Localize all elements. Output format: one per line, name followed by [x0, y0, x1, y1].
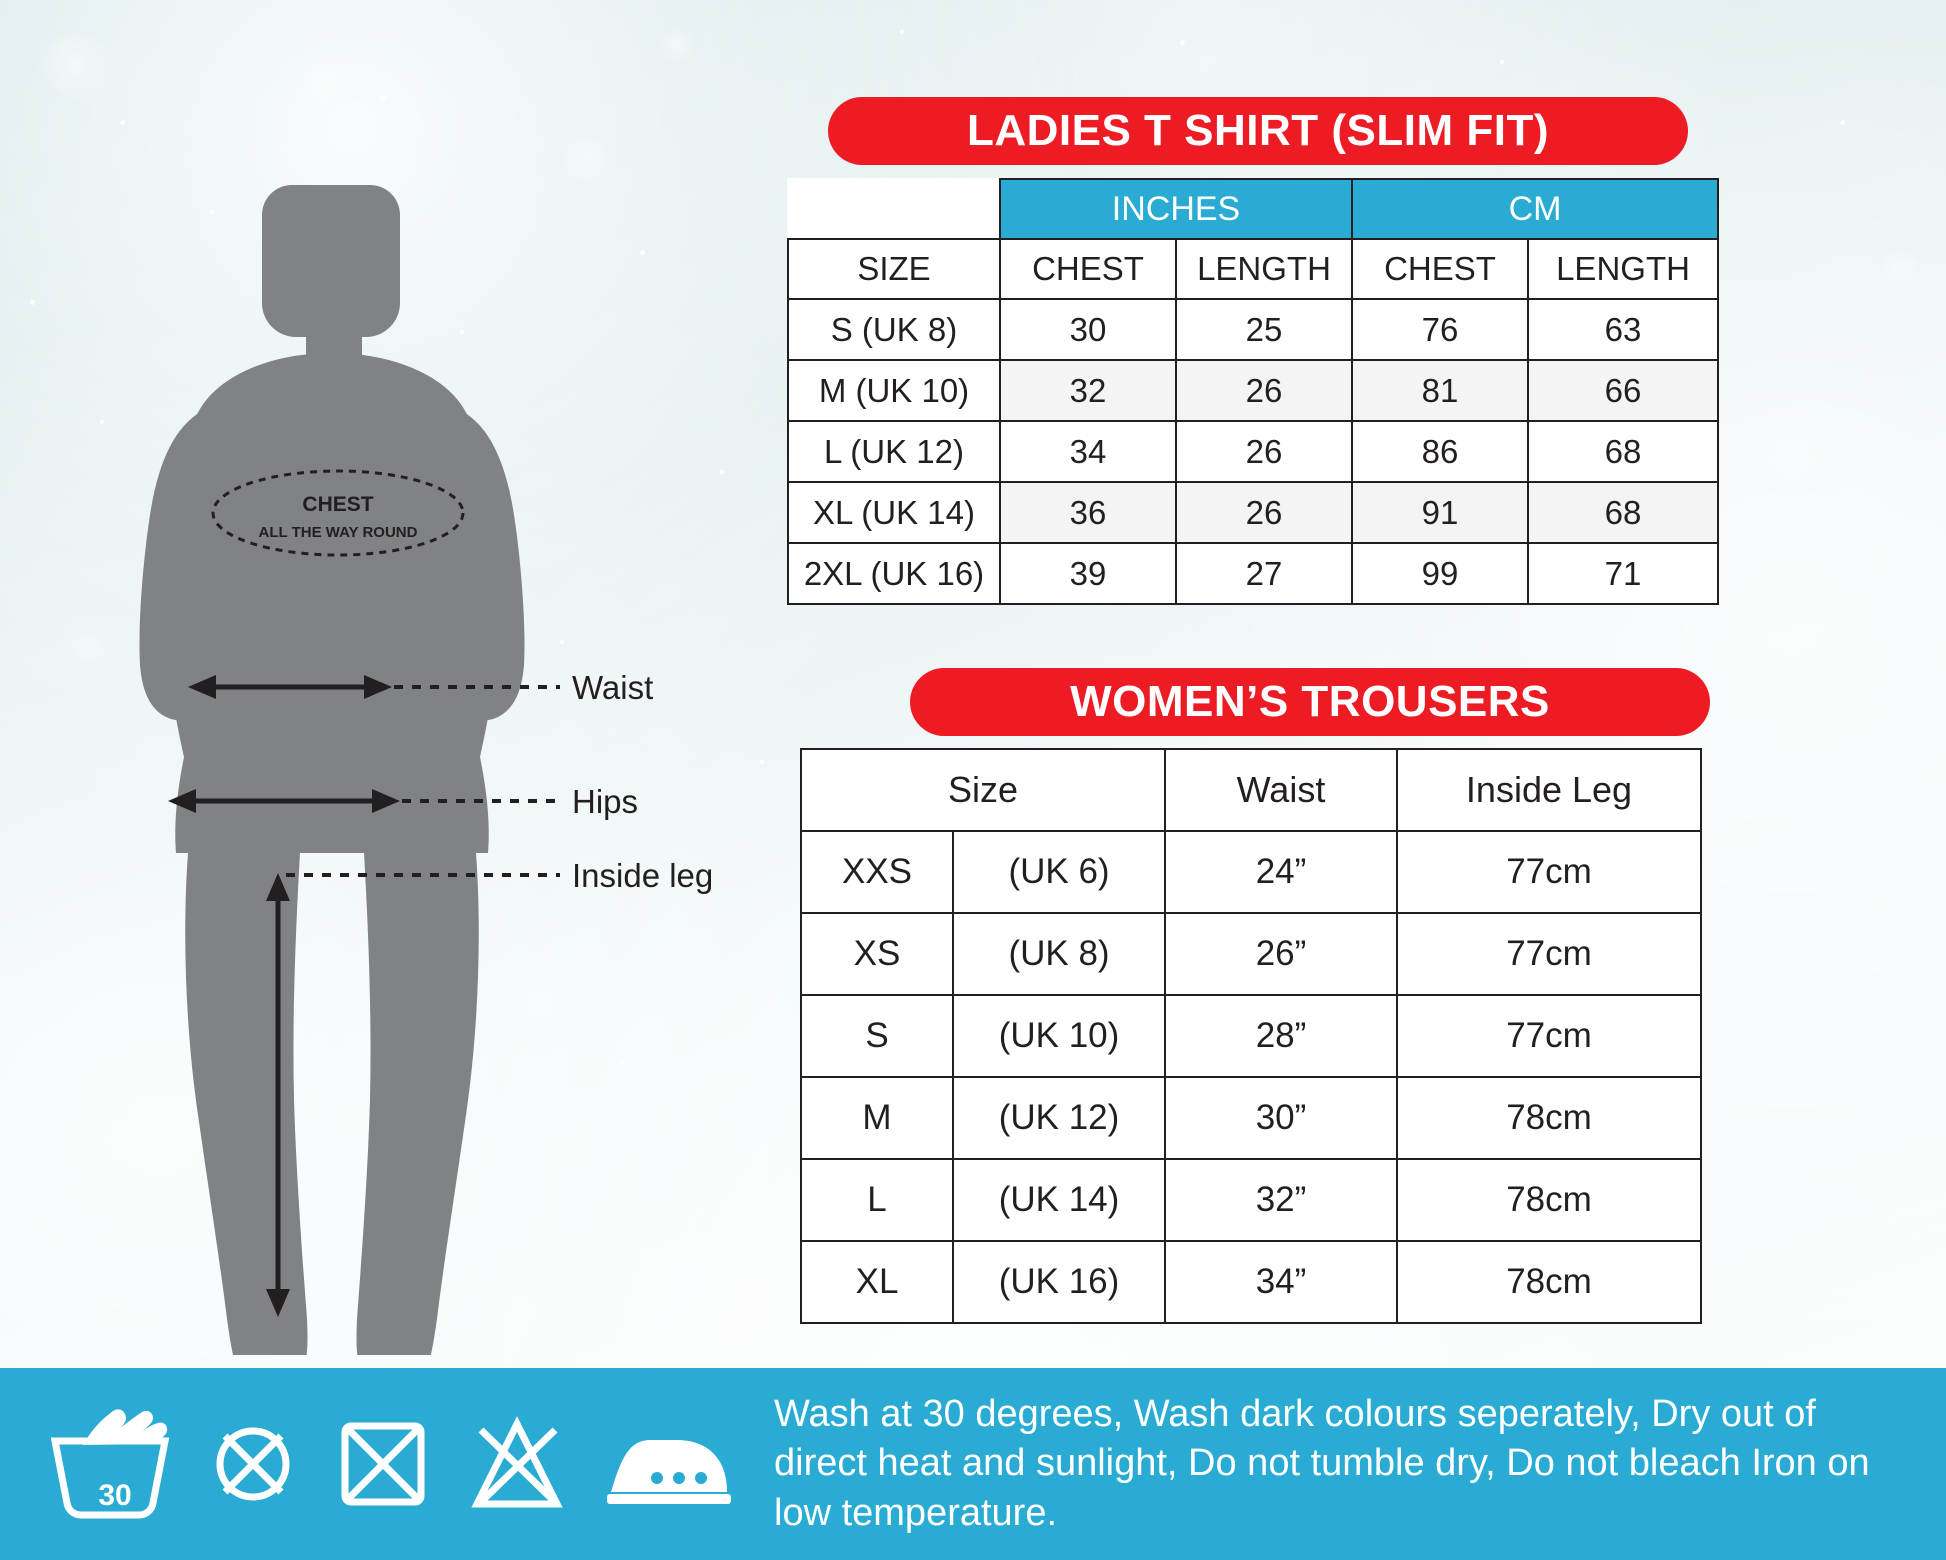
- cell-uk-size: (UK 6): [953, 831, 1165, 913]
- table-row: [801, 1077, 1701, 1159]
- cell-cm-length: 68: [1528, 482, 1718, 543]
- cell-cm-chest: 91: [1352, 482, 1528, 543]
- cell-inside-leg: 77cm: [1397, 831, 1701, 913]
- table-row: [788, 421, 1718, 482]
- cell-size: XS: [801, 913, 953, 995]
- table-row: [788, 360, 1718, 421]
- table-row: [801, 1159, 1701, 1241]
- table-row: [801, 1241, 1701, 1323]
- cell-inch-length: 26: [1176, 360, 1352, 421]
- cell-size: XL: [801, 1241, 953, 1323]
- table-row-units: [788, 179, 1718, 239]
- cell-cm-length: 66: [1528, 360, 1718, 421]
- cell-inside-leg: 77cm: [1397, 995, 1701, 1077]
- care-instructions-text: Wash at 30 degrees, Wash dark colours seperately, Dry out of direct heat and sunlight, Do not tumble dry, Do not bleach Iron on low temperature.: [774, 1392, 1870, 1534]
- table-row: [788, 482, 1718, 543]
- cell-inch-chest: 39: [1000, 543, 1176, 604]
- table-row: [788, 299, 1718, 360]
- cell-cm-length: 71: [1528, 543, 1718, 604]
- cell-uk-size: (UK 8): [953, 913, 1165, 995]
- cell-cm-length: 68: [1528, 421, 1718, 482]
- cell-uk-size: (UK 12): [953, 1077, 1165, 1159]
- cell-inch-length: 25: [1176, 299, 1352, 360]
- cell-uk-size: (UK 16): [953, 1241, 1165, 1323]
- header-cm-length: LENGTH: [1528, 239, 1718, 299]
- cell-waist: 24”: [1165, 831, 1397, 913]
- waist-label: Waist: [572, 669, 654, 706]
- trousers-size-table: [800, 748, 1702, 1324]
- header-inches: INCHES: [1000, 179, 1352, 239]
- tshirt-size-table: [787, 178, 1719, 605]
- cell-uk-size: (UK 10): [953, 995, 1165, 1077]
- cell-waist: 34”: [1165, 1241, 1397, 1323]
- care-instructions-bar: [0, 1368, 1946, 1560]
- cell-size: M (UK 10): [788, 360, 1000, 421]
- do-not-dry-clean-icon: [465, 1412, 569, 1516]
- table-row: [801, 913, 1701, 995]
- cell-inch-chest: 32: [1000, 360, 1176, 421]
- header-cm: CM: [1352, 179, 1718, 239]
- table-row-headers: [801, 749, 1701, 831]
- cell-waist: 26”: [1165, 913, 1397, 995]
- table-corner-cell: [788, 179, 1000, 239]
- do-not-bleach-icon: [205, 1416, 301, 1512]
- header-inch-length: LENGTH: [1176, 239, 1352, 299]
- inside-leg-label: Inside leg: [572, 857, 714, 894]
- cell-inch-length: 27: [1176, 543, 1352, 604]
- cell-size: L (UK 12): [788, 421, 1000, 482]
- tshirt-section-title: LADIES T SHIRT (SLIM FIT): [828, 97, 1688, 165]
- cell-cm-chest: 81: [1352, 360, 1528, 421]
- cell-size: M: [801, 1077, 953, 1159]
- body-measurement-figure: [60, 175, 714, 1320]
- cell-inside-leg: 78cm: [1397, 1077, 1701, 1159]
- header-cm-chest: CHEST: [1352, 239, 1528, 299]
- female-silhouette-icon: [139, 185, 524, 1355]
- cell-inch-chest: 34: [1000, 421, 1176, 482]
- do-not-tumble-dry-icon: [331, 1412, 435, 1516]
- cell-size: L: [801, 1159, 953, 1241]
- chest-label: CHEST: [302, 493, 374, 516]
- cell-waist: 30”: [1165, 1077, 1397, 1159]
- cell-inch-length: 26: [1176, 421, 1352, 482]
- cell-size: XXS: [801, 831, 953, 913]
- header-size: SIZE: [788, 239, 1000, 299]
- table-row-subheaders: [788, 239, 1718, 299]
- table-row: [801, 831, 1701, 913]
- cell-inch-length: 26: [1176, 482, 1352, 543]
- cell-size: 2XL (UK 16): [788, 543, 1000, 604]
- cell-waist: 28”: [1165, 995, 1397, 1077]
- hips-label: Hips: [572, 783, 639, 820]
- cell-size: XL (UK 14): [788, 482, 1000, 543]
- cell-size: S (UK 8): [788, 299, 1000, 360]
- chest-sub-label: ALL THE WAY ROUND: [258, 524, 418, 541]
- table-row: [801, 995, 1701, 1077]
- wash-temp-label: 30: [98, 1479, 132, 1512]
- cell-inside-leg: 78cm: [1397, 1241, 1701, 1323]
- cell-uk-size: (UK 14): [953, 1159, 1165, 1241]
- iron-low-icon: [599, 1416, 739, 1512]
- header-inside-leg: Inside Leg: [1397, 749, 1701, 831]
- header-size: Size: [801, 749, 1165, 831]
- hand-wash-30-icon: [45, 1405, 175, 1523]
- cell-size: S: [801, 995, 953, 1077]
- header-inch-chest: CHEST: [1000, 239, 1176, 299]
- cell-inch-chest: 30: [1000, 299, 1176, 360]
- care-symbol-group: [0, 1405, 739, 1523]
- header-waist: Waist: [1165, 749, 1397, 831]
- cell-cm-length: 63: [1528, 299, 1718, 360]
- cell-cm-chest: 76: [1352, 299, 1528, 360]
- table-row: [788, 543, 1718, 604]
- cell-inside-leg: 78cm: [1397, 1159, 1701, 1241]
- cell-cm-chest: 86: [1352, 421, 1528, 482]
- trousers-section-title: WOMEN’S TROUSERS: [910, 668, 1710, 736]
- cell-inch-chest: 36: [1000, 482, 1176, 543]
- cell-cm-chest: 99: [1352, 543, 1528, 604]
- cell-waist: 32”: [1165, 1159, 1397, 1241]
- cell-inside-leg: 77cm: [1397, 913, 1701, 995]
